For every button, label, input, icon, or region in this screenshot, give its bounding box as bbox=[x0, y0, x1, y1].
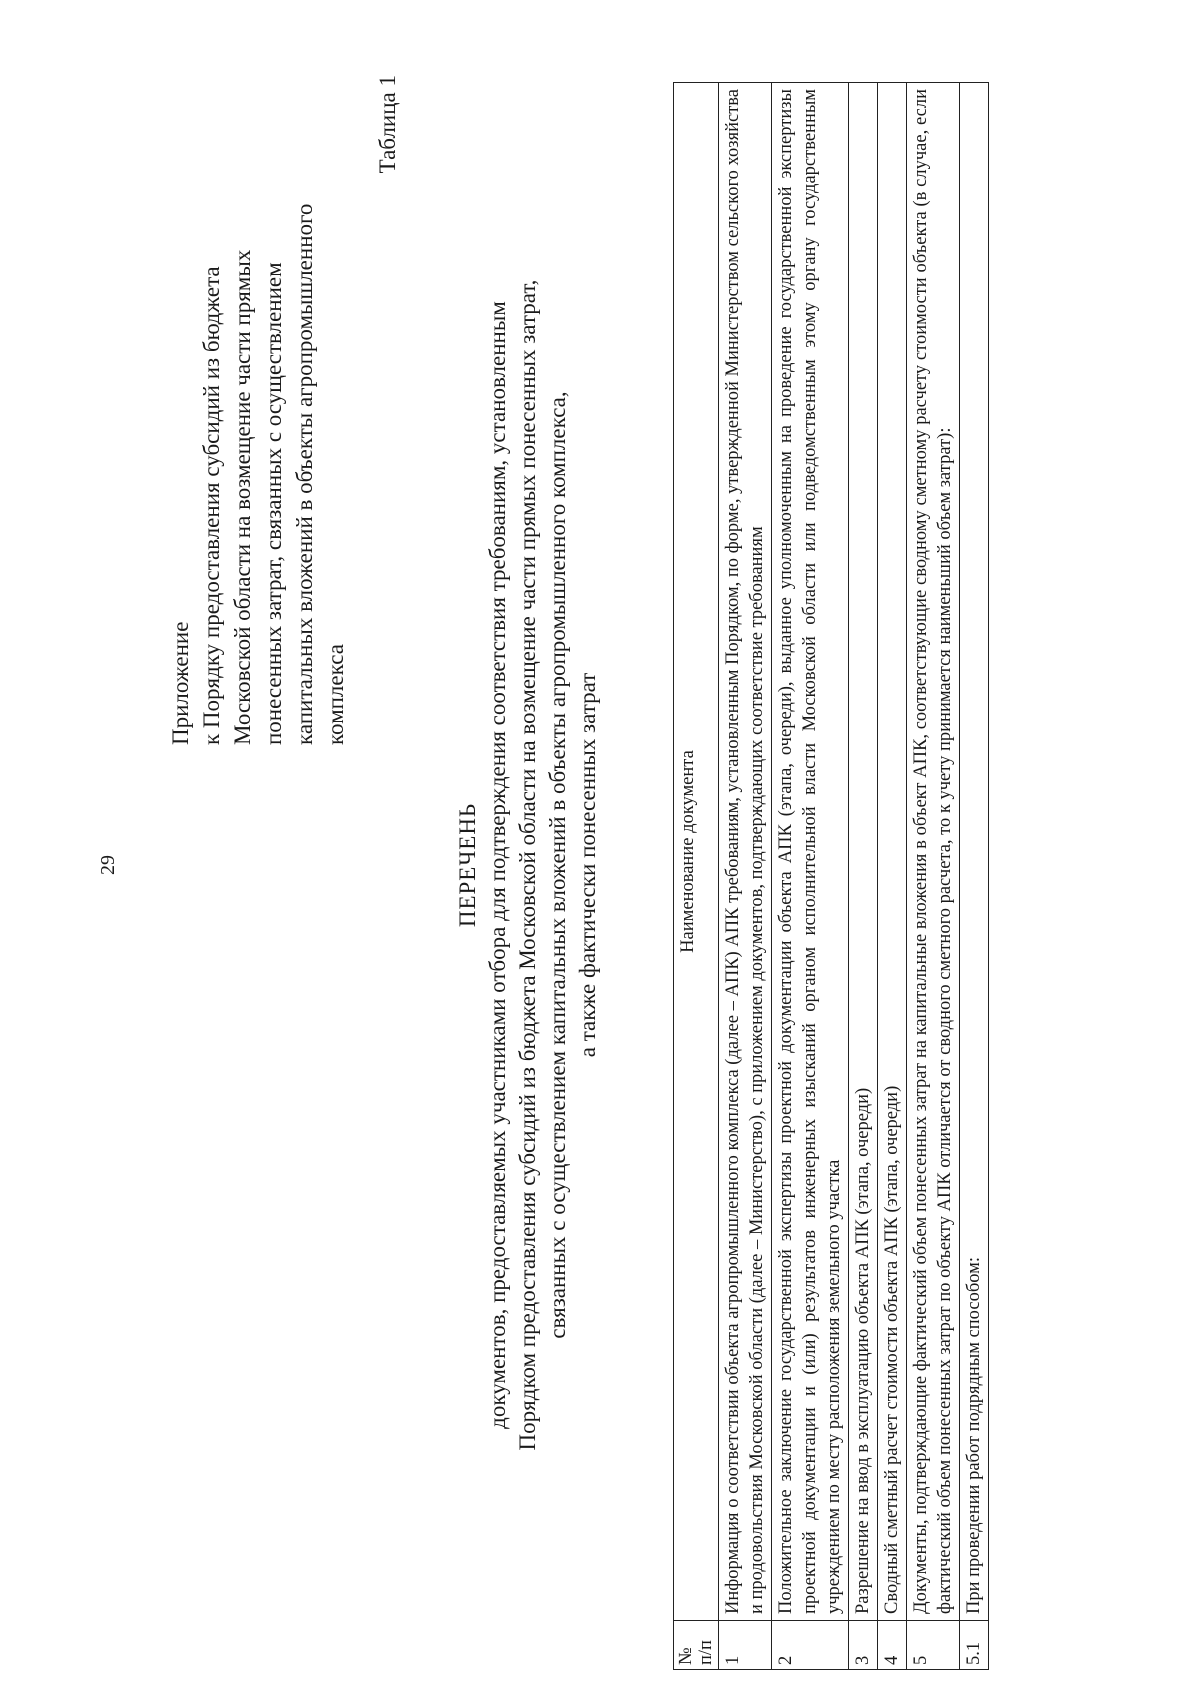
row-document-name: Разрешение на ввод в эксплуатацию объекта АПК (этапа, очереди) bbox=[849, 83, 878, 1621]
table-row bbox=[719, 83, 772, 1670]
appendix-line: комплекса bbox=[323, 644, 348, 745]
table-row bbox=[849, 83, 878, 1670]
row-number: 4 bbox=[878, 1621, 907, 1670]
page-number: 29 bbox=[97, 855, 119, 875]
appendix-line: к Порядку предоставления субсидий из бюджета bbox=[199, 266, 224, 745]
row-number: 5 bbox=[907, 1621, 960, 1670]
table-row bbox=[907, 83, 960, 1670]
rotated-page bbox=[75, 55, 1155, 1675]
row-document-name: Сводный сметный расчет стоимости объекта АПК (этапа, очереди) bbox=[878, 83, 907, 1621]
header-name-cell: Наименование документа bbox=[674, 83, 719, 1621]
table-row bbox=[878, 83, 907, 1670]
table-label: Таблица 1 bbox=[375, 75, 400, 174]
row-document-name: Документы, подтверждающие фактический объем понесенных затрат на капитальные вложения в объект АПК, соответствующие сводному сметному расчету стоимости объекта (в случае, если фактический объем понесенных затрат по объекту АПК отличается от сводного сметного расчета, то к учету принимается наименьший объем затрат): bbox=[907, 83, 960, 1621]
header-number-label: № bbox=[676, 1647, 696, 1665]
row-number: 1 bbox=[719, 1621, 772, 1670]
row-number: 3 bbox=[849, 1621, 878, 1670]
appendix-line: Приложение bbox=[168, 621, 193, 745]
heading-line: Порядком предоставления субсидий из бюджета Московской области на возмещение части прямых понесенных затрат, bbox=[515, 279, 540, 1451]
document-heading bbox=[453, 55, 603, 1675]
appendix-line: понесенных затрат, связанных с осуществлением bbox=[261, 262, 286, 745]
row-document-name: Положительное заключение государственной экспертизы проектной документации объекта АПК (этапа, очереди), выданное уполномоченным на проведение государственной экспертизы проектной документации и (или) результатов инженерных изысканий органом исполнительной власти Московской области или подведомственным этому органу государственным учреждением по месту расположения земельного участка bbox=[772, 83, 849, 1621]
header-number-cell bbox=[674, 1621, 719, 1670]
heading-title: ПЕРЕЧЕНЬ bbox=[455, 802, 480, 928]
row-document-name: При проведении работ подрядным способом: bbox=[960, 83, 989, 1621]
appendix-block bbox=[165, 125, 351, 745]
appendix-line: капитальных вложений в объекты агропромышленного bbox=[292, 203, 317, 745]
row-document-name: Информация о соответствии объекта агропромышленного комплекса (далее – АПК) АПК требованиям, установленным Порядком, по форме, утвержденной Министерством сельского хозяйства и продовольствия Московской области (далее – Министерство), с приложением документов, подтверждающих соответствие требованиям bbox=[719, 83, 772, 1621]
documents-table bbox=[673, 82, 989, 1670]
row-number: 5.1 bbox=[960, 1621, 989, 1670]
table-row bbox=[772, 83, 849, 1670]
row-number: 2 bbox=[772, 1621, 849, 1670]
header-number-sublabel: п/п bbox=[696, 1640, 716, 1665]
table-header-row bbox=[674, 83, 719, 1670]
heading-line: документов, предоставляемых участниками отбора для подтверждения соответствия требованиям, установленным bbox=[485, 301, 510, 1429]
heading-line: связанных с осуществлением капитальных вложений в объекты агропромышленного комплекса, bbox=[545, 391, 570, 1339]
table-row bbox=[960, 83, 989, 1670]
appendix-line: Московской области на возмещение части прямых bbox=[230, 249, 255, 745]
heading-line: а также фактически понесенных затрат bbox=[575, 672, 600, 1058]
